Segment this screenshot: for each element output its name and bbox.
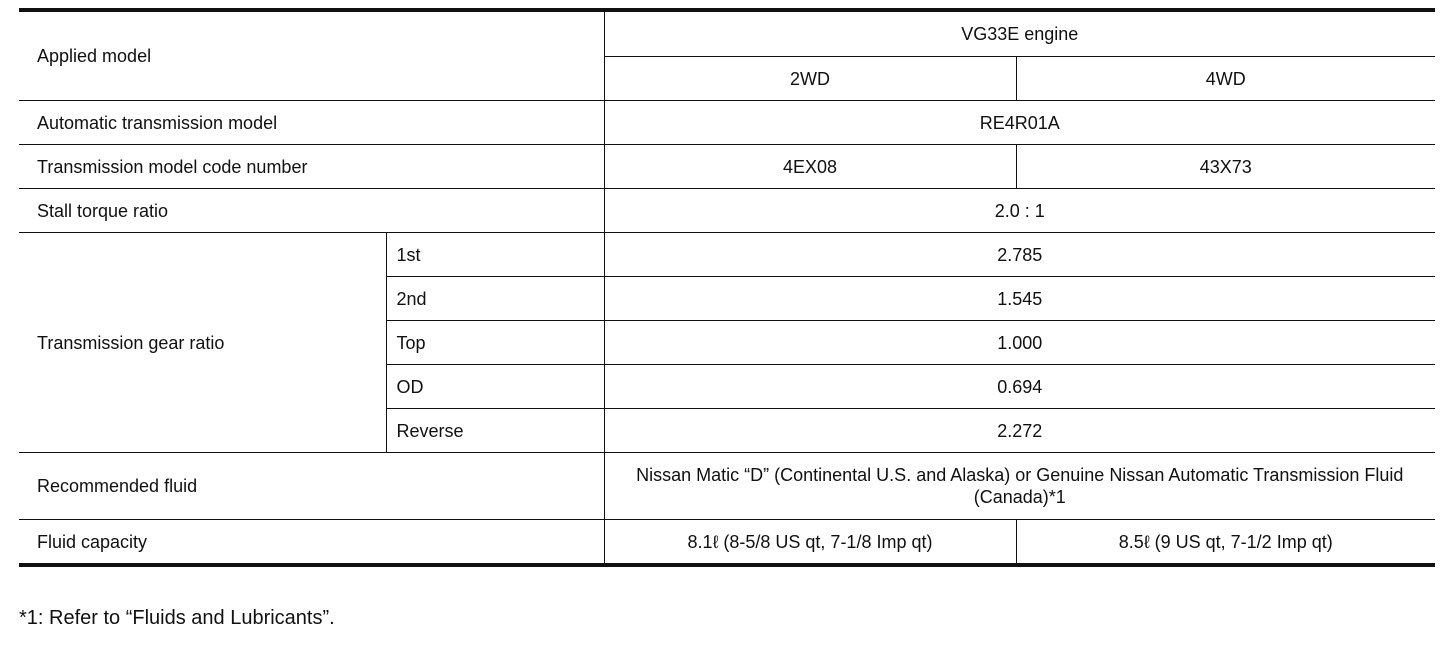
engine-header: VG33E engine: [604, 10, 1435, 57]
code-label: Transmission model code number: [19, 145, 604, 189]
gear-value: 1.545: [604, 277, 1435, 321]
gear-name: 2nd: [386, 277, 604, 321]
gear-value: 2.785: [604, 233, 1435, 277]
gear-name: OD: [386, 365, 604, 409]
recommended-fluid-value: Nissan Matic “D” (Continental U.S. and Alaska) or Genuine Nissan Automatic Transmission Fluid (Canada)*1: [604, 453, 1435, 520]
code-2wd-value: 4EX08: [604, 145, 1016, 189]
gear-name: Top: [386, 321, 604, 365]
applied-model-label: Applied model: [19, 10, 604, 101]
fluid-capacity-4wd: 8.5ℓ (9 US qt, 7-1/2 Imp qt): [1016, 520, 1435, 566]
table-row: [19, 233, 1435, 277]
specification-table: [19, 8, 1435, 567]
gear-ratio-label: Transmission gear ratio: [19, 233, 386, 453]
column-2wd-header: 2WD: [604, 57, 1016, 101]
table-row: [19, 189, 1435, 233]
fluid-capacity-label: Fluid capacity: [19, 520, 604, 566]
gear-name: 1st: [386, 233, 604, 277]
recommended-fluid-label: Recommended fluid: [19, 453, 604, 520]
column-4wd-header: 4WD: [1016, 57, 1435, 101]
stall-torque-value: 2.0 : 1: [604, 189, 1435, 233]
fluid-capacity-2wd: 8.1ℓ (8-5/8 US qt, 7-1/8 Imp qt): [604, 520, 1016, 566]
footnote: *1: Refer to “Fluids and Lubricants”.: [19, 607, 335, 629]
table-row: [19, 10, 1435, 57]
table-row: [19, 453, 1435, 520]
gear-value: 0.694: [604, 365, 1435, 409]
table-row: [19, 520, 1435, 566]
table-row: [19, 145, 1435, 189]
gear-value: 1.000: [604, 321, 1435, 365]
gear-value: 2.272: [604, 409, 1435, 453]
at-model-value: RE4R01A: [604, 101, 1435, 145]
table-row: [19, 101, 1435, 145]
gear-name: Reverse: [386, 409, 604, 453]
code-4wd-value: 43X73: [1016, 145, 1435, 189]
at-model-label: Automatic transmission model: [19, 101, 604, 145]
stall-torque-label: Stall torque ratio: [19, 189, 604, 233]
